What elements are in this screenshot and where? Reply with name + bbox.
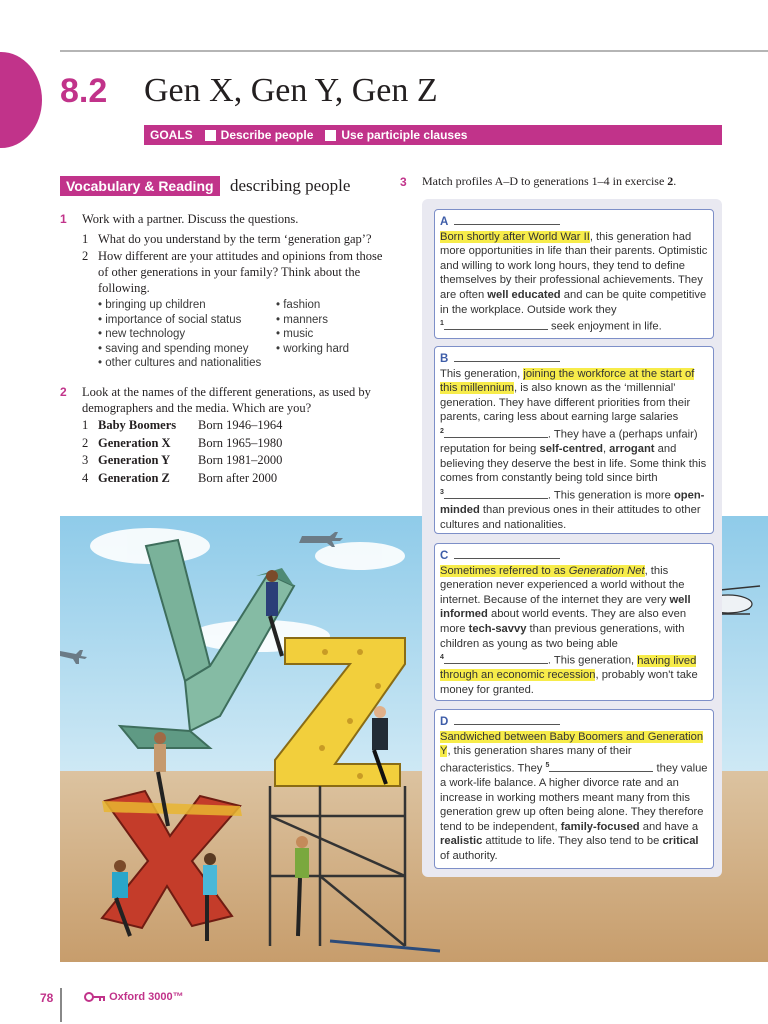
generation-name: Generation X (98, 435, 171, 450)
profile-label: C (440, 548, 708, 564)
list-item: • saving and spending money (98, 342, 273, 357)
exercise-number: 1 (60, 212, 67, 226)
exercise-instruction: Match profiles A–D to generations 1–4 in exercise 2. (422, 174, 677, 188)
list-item: • fashion (276, 298, 386, 313)
page-number: 78 (40, 991, 54, 1005)
goal-item: Describe people (220, 128, 314, 142)
question-number: 1 (82, 232, 89, 246)
footer-brand: Oxford 3000™ (84, 991, 184, 1003)
checkbox-icon (325, 130, 336, 141)
generation-name: Generation Z (98, 470, 170, 485)
list-item: • manners (276, 313, 386, 328)
exercise-number: 3 (400, 175, 407, 189)
gap-blank[interactable] (444, 488, 548, 499)
question-text: How different are your attitudes and opinions from those of other generations in your family? Think about the following. (98, 249, 383, 295)
gap-blank[interactable] (444, 653, 548, 664)
list-item: 4 Generation Z Born after 2000 (82, 470, 382, 488)
answer-blank[interactable] (454, 714, 560, 725)
list-item: • importance of social status (98, 313, 273, 328)
profile-card-c: C Sometimes referred to as Generation Net, this generation never experienced a world without the internet. Because of the internet they are very well informed about world events. They are also even more tech-savvy than previous generations, with children as young as two being able $^4$ . This generation, having lived through an economic recession, probably won't take money for granted. (434, 543, 714, 701)
checkbox-icon (205, 130, 216, 141)
generation-born: Born 1946–1964 (198, 418, 283, 432)
gap-blank[interactable] (444, 319, 548, 330)
list-item: 2 Generation X Born 1965–1980 (82, 435, 382, 453)
profile-card-a: A Born shortly after World War II, this generation had more opportunities in life than their parents. Optimistic and willing to work long hours, they tend to define themselves by their professional achievements. They are often well educated and can be quite competitive in the workplace. Outside work they $^1$ seek enjoyment in life. (434, 209, 714, 339)
question-text: What do you understand by the term ‘generation gap’? (98, 232, 372, 246)
section-tag: Vocabulary & Reading (60, 176, 220, 196)
generation-name: Baby Boomers (98, 418, 177, 432)
profile-label: A (440, 214, 708, 230)
generation-born: Born after 2000 (198, 470, 278, 485)
profile-card-b: B This generation, joining the workforce at the start of this millennium, is also known as the ‘millennial’ generation. They have different priorities from their parents, caring less about earning large salaries $^2$ . They have a (perhaps unfair) reputation for being self-centred, arrogant and believing they deserve the best in life. Some think this comes from constantly being told since birth $^3$ . This generation is more open-minded than previous ones in their attitudes to other cultures and nationalities. (434, 346, 714, 534)
goals-bar (144, 125, 722, 145)
generation-list (82, 417, 382, 487)
list-item: • other cultures and nationalities (98, 356, 273, 371)
exercise-number: 2 (60, 385, 67, 399)
bullet-list-right (276, 298, 386, 356)
bullet-list-left (98, 298, 273, 371)
footer-divider (60, 988, 62, 1022)
profile-label: B (440, 351, 708, 367)
list-item: 1 Baby Boomers Born 1946–1964 (82, 417, 382, 435)
generation-born: Born 1981–2000 (198, 453, 283, 467)
top-rule (60, 50, 768, 52)
generation-born: Born 1965–1980 (198, 435, 283, 450)
exercise-instruction: Work with a partner. Discuss the questions. (82, 212, 299, 226)
section-subtitle: describing people (230, 176, 351, 195)
question-number: 2 (82, 249, 89, 263)
list-item: • working hard (276, 342, 386, 357)
gap-blank[interactable] (444, 427, 548, 438)
goal-item: Use participle clauses (341, 128, 468, 142)
profile-label: D (440, 714, 708, 730)
answer-blank[interactable] (454, 351, 560, 362)
answer-blank[interactable] (454, 548, 560, 559)
gap-blank[interactable] (549, 761, 653, 772)
unit-number: 8.2 (60, 72, 108, 110)
goals-label: GOALS (150, 128, 193, 142)
list-item: • music (276, 327, 386, 342)
answer-blank[interactable] (454, 214, 560, 225)
list-item: • new technology (98, 327, 273, 342)
page-title: Gen X, Gen Y, Gen Z (144, 72, 438, 109)
exercise-instruction: Look at the names of the different generations, as used by demographers and the media. Which are you? (82, 385, 371, 415)
generation-name: Generation Y (98, 453, 171, 467)
list-item: • bringing up children (98, 298, 273, 313)
profile-card-d: D Sandwiched between Baby Boomers and Generation Y, this generation shares many of their characteristics. They $^5$ they value a work-life balance. A higher divorce rate and an increase in working mothers meant many from this generation grew up often being alone. They therefore tend to be independent, family-focused and have a realistic attitude to life. They also tend to be critical of authority. (434, 709, 714, 869)
unit-tab-decoration (0, 52, 42, 148)
list-item: 3 Generation Y Born 1981–2000 (82, 452, 382, 470)
key-icon (84, 992, 106, 1002)
